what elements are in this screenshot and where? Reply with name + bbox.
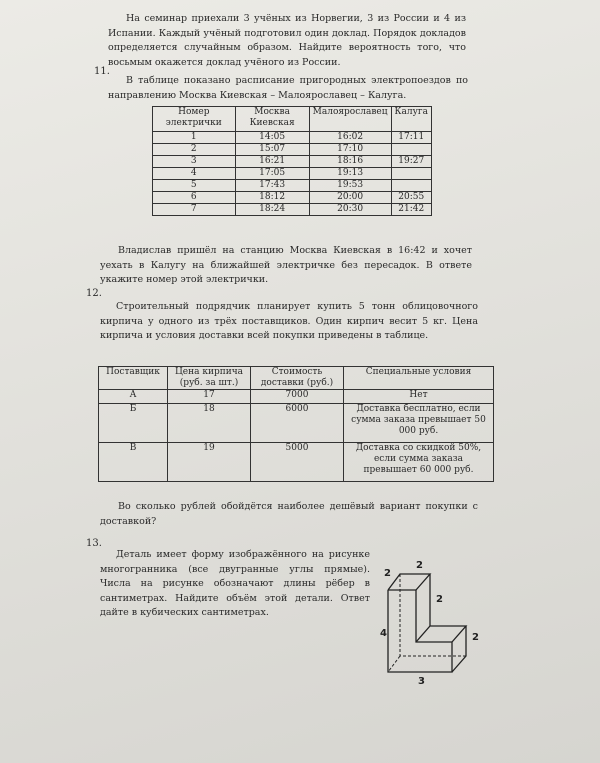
cell: 16:02 — [309, 132, 391, 144]
cell: 7000 — [251, 390, 344, 404]
cell: Б — [99, 404, 168, 443]
cell: 18:24 — [235, 204, 309, 216]
table-row — [153, 168, 432, 180]
cell: 17:05 — [235, 168, 309, 180]
col-header-moscow: Москва Киевская — [235, 107, 309, 132]
cell: 16:21 — [235, 156, 309, 168]
col-header-supplier: Поставщик — [99, 367, 168, 390]
cell — [391, 180, 431, 192]
cell: 7 — [153, 204, 236, 216]
cell: 18 — [168, 404, 251, 443]
cell: 14:05 — [235, 132, 309, 144]
table-row — [153, 192, 432, 204]
table-row — [153, 204, 432, 216]
cell: 19:13 — [309, 168, 391, 180]
step-top-face — [416, 626, 466, 642]
cell: 17:11 — [391, 132, 431, 144]
label-top-left: 2 — [384, 568, 391, 579]
task11-question: Владислав пришёл на станцию Москва Киевская в 16:42 и хочет уехать в Калугу на ближайшей электричке без пересадок. В ответе укажите номер этой электрички. — [100, 245, 472, 285]
task13-text: Деталь имеет форму изображённого на рисунке многогранника (все двугранные углы прямые). Числа на рисунке обозначают длины рёбер в сантиметрах. Найдите объём этой детали. Ответ дайте в кубических сантиметрах. — [100, 549, 370, 618]
cell: 15:07 — [235, 144, 309, 156]
cell: 17:43 — [235, 180, 309, 192]
cell: Нет — [344, 390, 494, 404]
table-row — [99, 443, 494, 482]
task12-intro: Строительный подрядчик планирует купить 5 тонн облицовочного кирпича у одного из трёх поставщиков. Один кирпич весит 5 кг. Цена кирпича и условия доставки всей покупки приведены в таблице. — [100, 301, 478, 341]
col-header-kaluga: Калуга — [391, 107, 431, 132]
cell: 19 — [168, 443, 251, 482]
lower-right-face — [452, 626, 466, 672]
cell: 21:42 — [391, 204, 431, 216]
table-row — [153, 180, 432, 192]
label-mid-right: 2 — [436, 594, 443, 605]
label-lower-right: 2 — [472, 632, 479, 643]
col-header-brick-price: Цена кирпича (руб. за шт.) — [168, 367, 251, 390]
table-row — [153, 132, 432, 144]
cell: 2 — [153, 144, 236, 156]
cell: А — [99, 390, 168, 404]
polyhedron-figure — [380, 556, 504, 686]
label-top: 2 — [416, 560, 423, 571]
cell: 20:00 — [309, 192, 391, 204]
cell: 5 — [153, 180, 236, 192]
table-row — [153, 156, 432, 168]
table-row — [99, 390, 494, 404]
cell: 3 — [153, 156, 236, 168]
task10-text: На семинар приехали 3 учёных из Норвегии, 3 из России и 4 из Испании. Каждый учёный подготовил один доклад. Порядок докладов определяется случайным образом. Найдите вероятность того, что восьмым окажется доклад учёного из России. — [108, 13, 466, 68]
cell: Доставка бесплатно, если сумма заказа превышает 50 000 руб. — [344, 404, 494, 443]
cell: 20:30 — [309, 204, 391, 216]
table-header-row — [99, 367, 494, 390]
label-left: 4 — [380, 628, 387, 639]
col-header-delivery-cost: Стоимость доставки (руб.) — [251, 367, 344, 390]
task11-intro: В таблице показано расписание пригородных электропоездов по направлению Москва Киевская – Малоярославец – Калуга. — [108, 75, 468, 101]
hidden-edge — [388, 656, 400, 672]
task11-number: 11. — [94, 66, 110, 77]
cell: 19:27 — [391, 156, 431, 168]
cell: 17 — [168, 390, 251, 404]
task13-number: 13. — [86, 538, 102, 549]
task12-question: Во сколько рублей обойдётся наиболее дешёвый вариант покупки с доставкой? — [100, 501, 478, 527]
cell — [391, 168, 431, 180]
cell: 5000 — [251, 443, 344, 482]
cell: 1 — [153, 132, 236, 144]
cell: Доставка со скидкой 50%, если сумма заказа превышает 60 000 руб. — [344, 443, 494, 482]
col-header-conditions: Специальные условия — [344, 367, 494, 390]
col-header-maloyaroslavets: Малоярославец — [309, 107, 391, 132]
table-row — [99, 404, 494, 443]
table-header-row — [153, 107, 432, 132]
cell: 18:16 — [309, 156, 391, 168]
col-header-train-number: Номер электрички — [153, 107, 236, 132]
cell: 19:53 — [309, 180, 391, 192]
train-schedule-table — [152, 106, 432, 216]
top-face — [388, 574, 430, 590]
cell: 18:12 — [235, 192, 309, 204]
label-bottom: 3 — [418, 676, 425, 686]
task12-number: 12. — [86, 288, 102, 299]
table-row — [153, 144, 432, 156]
cell: 6 — [153, 192, 236, 204]
cell — [391, 144, 431, 156]
cell: 17:10 — [309, 144, 391, 156]
supplier-table — [98, 366, 494, 482]
cell: В — [99, 443, 168, 482]
cell: 20:55 — [391, 192, 431, 204]
cell: 4 — [153, 168, 236, 180]
hidden-edges — [400, 574, 466, 656]
cell: 6000 — [251, 404, 344, 443]
